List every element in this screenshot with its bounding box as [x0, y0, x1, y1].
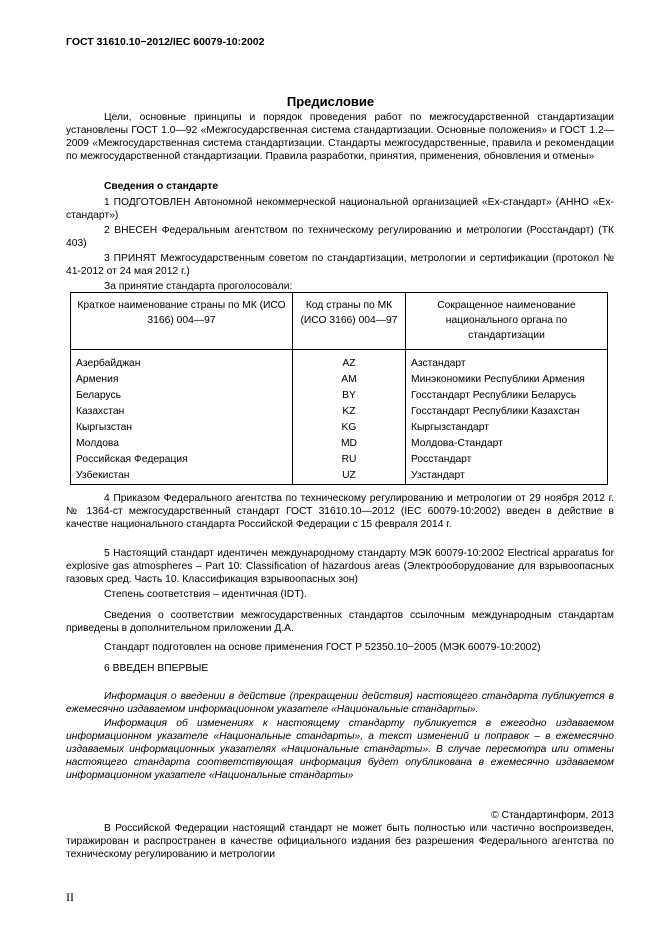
country-code: AZ — [293, 350, 406, 373]
document-header: ГОСТ 31610.10−2012/IEC 60079-10:2002 — [66, 36, 265, 48]
country-name: Армения — [71, 372, 293, 388]
references-text: Сведения о соответствии межгосударственных стандартов ссылочным международным стандартам приведены в дополнительном приложении Д.А. — [66, 610, 614, 634]
notice-introduction: Информация о введении в действие (прекращении действия) настоящего стандарта публикуется в ежемесячно издаваемом информационном указателе «Национальные стандарты». — [66, 691, 614, 715]
table-header-cell: Краткое наименование страны по МК (ИСО 3166) 004—97 — [71, 293, 293, 350]
country-name: Беларусь — [71, 388, 293, 404]
voting-table — [70, 292, 608, 485]
country-name: Узбекистан — [71, 468, 293, 485]
country-code: UZ — [293, 468, 406, 485]
vote-caption: За принятие стандарта проголосовали: — [104, 281, 293, 292]
national-body: Росстандарт — [406, 452, 608, 468]
national-body: Азстандарт — [406, 350, 608, 373]
national-body: Минэкономики Республики Армения — [406, 372, 608, 388]
intro-paragraph: Цели, основные принципы и порядок проведения работ по межгосударственной стандартизации установлены ГОСТ 1.0—92 «Межгосударственная система стандартизации. Основные положения» и ГОСТ 1.2—2009 «Межгосударственная система стандартизации. Стандарты межгосударственные, правила и рекомендации по межгосударственной стандартизации. Правила разработки, принятия, применения, обновления и отмены» — [66, 112, 614, 162]
table-row — [71, 436, 608, 452]
table-row — [71, 388, 608, 404]
page-title: Предисловие — [286, 94, 375, 109]
table-row — [71, 404, 608, 420]
item-5: 5 Настоящий стандарт идентичен международному стандарту МЭК 60079-10:2002 Electrical apparatus for explosive gas atmospheres – Part 10: Classification of hazardous areas (Электрооборудование для взрывоопасных газовых сред. Часть 10. Классификация взрывоопасных зон) — [66, 548, 614, 585]
country-name: Азербайджан — [71, 350, 293, 373]
country-code: RU — [293, 452, 406, 468]
table-row — [71, 372, 608, 388]
national-body: Молдова-Стандарт — [406, 436, 608, 452]
country-code: KG — [293, 420, 406, 436]
item-1: 1 ПОДГОТОВЛЕН Автономной некоммерческой национальной организацией «Ex-стандарт» (АННО «Ex-стандарт») — [66, 197, 614, 221]
page-number: II — [66, 890, 74, 904]
table-header-cell: Код страны по МК (ИСО 3166) 004—97 — [293, 293, 406, 350]
table-row — [71, 452, 608, 468]
item-6: 6 ВВЕДЕН ВПЕРВЫЕ — [104, 663, 209, 674]
table-row — [71, 468, 608, 485]
conformity-text: Степень соответствия – идентичная (IDT). — [104, 589, 307, 600]
country-name: Российская Федерация — [71, 452, 293, 468]
country-code: BY — [293, 388, 406, 404]
country-name: Кыргызстан — [71, 420, 293, 436]
item-3: 3 ПРИНЯТ Межгосударственным советом по стандартизации, метрологии и сертификации (протокол № 41-2012 от 24 мая 2012 г.) — [66, 253, 614, 277]
country-code: MD — [293, 436, 406, 452]
table-header-row — [71, 293, 608, 350]
national-body: Кыргызстандарт — [406, 420, 608, 436]
country-name: Казахстан — [71, 404, 293, 420]
prepared-text: Стандарт подготовлен на основе применения ГОСТ Р 52350.10−2005 (МЭК 60079-10:2002) — [104, 642, 541, 653]
copyright: © Стандартинформ, 2013 — [491, 810, 614, 821]
notice-changes: Информация об изменениях к настоящему стандарту публикуется в ежегодно издаваемом информационном указателе «Национальные стандарты», а текст изменений и поправок – в ежемесячно издаваемых информационных указателях «Национальные стандарты». В случае пересмотра или отмены настоящего стандарта соответствующая информация будет опубликована в ежемесячно издаваемом информационном указателе «Национальные стандарты» — [66, 718, 614, 781]
item-4: 4 Приказом Федерального агентства по техническому регулированию и метрологии от 29 ноября 2012 г. № 1364-ст межгосударственный стандарт ГОСТ 31610.10—2012 (IEC 60079-10:2002) введен в действие в качестве национального стандарта Российской Федерации с 15 февраля 2014 г. — [66, 493, 614, 530]
table-header-cell: Сокращенное наименование национального органа по стандартизации — [406, 293, 608, 350]
table-row — [71, 420, 608, 436]
country-name: Молдова — [71, 436, 293, 452]
reproduction-notice: В Российской Федерации настоящий стандарт не может быть полностью или частично воспроизведен, тиражирован и распространен в качестве официального издания без разрешения Федерального агентства по техническому регулированию и метрологии — [66, 823, 614, 860]
item-2: 2 ВНЕСЕН Федеральным агентством по техническому регулированию и метрологии (Росстандарт) (ТК 403) — [66, 225, 614, 249]
country-code: KZ — [293, 404, 406, 420]
table-row — [71, 350, 608, 373]
info-heading: Сведения о стандарте — [104, 181, 219, 192]
national-body: Госстандарт Республики Казахстан — [406, 404, 608, 420]
country-code: AM — [293, 372, 406, 388]
national-body: Узстандарт — [406, 468, 608, 485]
national-body: Госстандарт Республики Беларусь — [406, 388, 608, 404]
